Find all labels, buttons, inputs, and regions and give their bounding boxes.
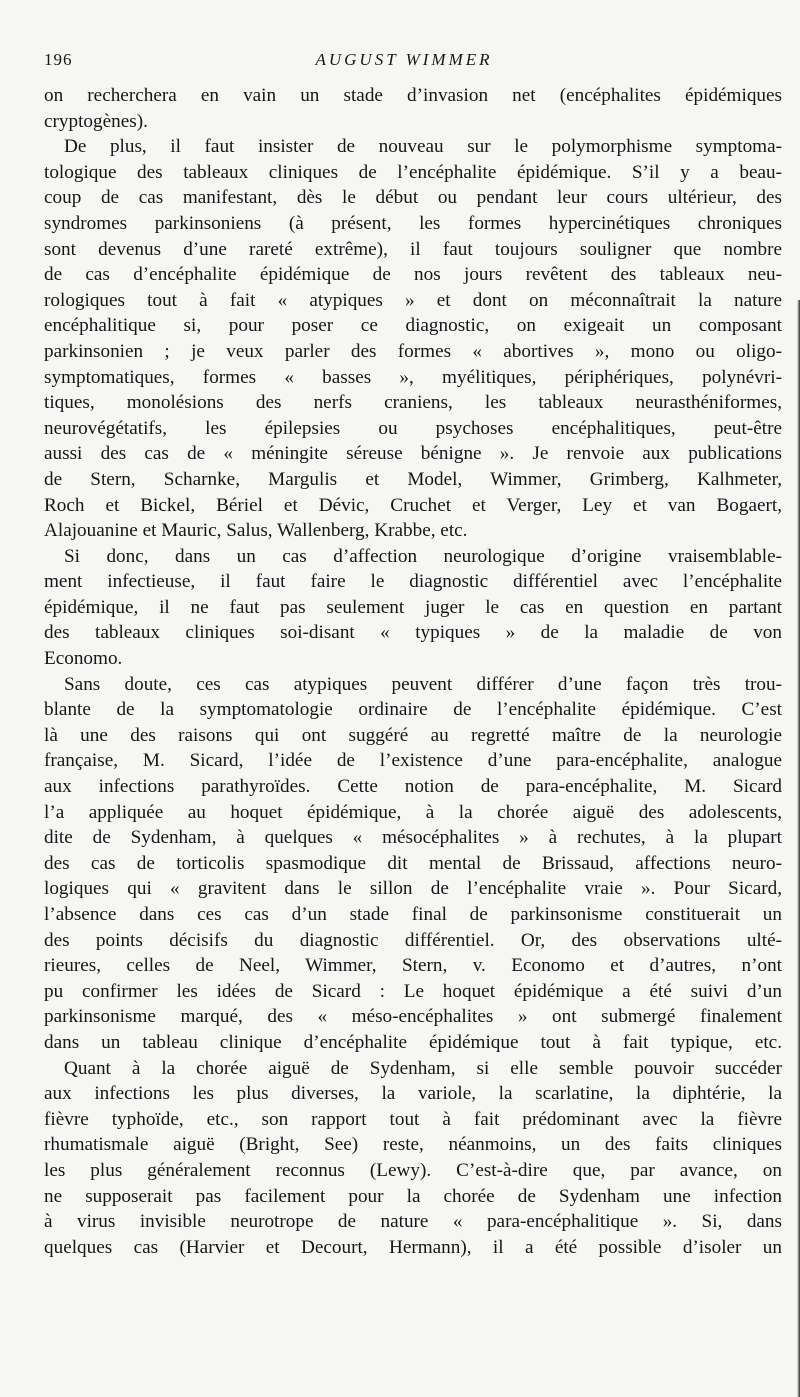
text-line: logiques qui « gravitent dans le sillon de l’encéphalite vraie ». Pour Sicard, bbox=[44, 878, 782, 900]
text-line: tiques, monolésions des nerfs craniens, les tableaux neurasthéniformes, bbox=[44, 392, 782, 414]
text-line: parkinsonien ; je veux parler des formes « abortives », mono ou oligo- bbox=[44, 340, 782, 362]
text-line: on recherchera en vain un stade d’invasion net (encéphalites épidémiques bbox=[44, 85, 782, 106]
text-line: des cas de torticolis spasmodique dit mental de Brissaud, affections neuro- bbox=[44, 852, 782, 874]
text-line: rieures, celles de Neel, Wimmer, Stern, v. Economo et d’autres, n’ont bbox=[44, 955, 782, 977]
text-line: parkinsonisme marqué, des « méso-encéphalites » ont submergé finalement bbox=[44, 1006, 782, 1028]
body-text bbox=[44, 83, 782, 1260]
text-line: rologiques tout à fait « atypiques » et dont on méconnaîtrait la nature bbox=[44, 289, 782, 311]
text-line: pu confirmer les idées de Sicard : Le hoquet épidémique a été suivi d’un bbox=[44, 980, 782, 1002]
text-line: de cas d’encéphalite épidémique de nos jours revêtent des tableaux neu- bbox=[44, 264, 782, 286]
text-line: dite de Sydenham, à quelques « mésocéphalites » à rechutes, à la plupart bbox=[44, 827, 782, 849]
text-line: l’absence dans ces cas d’un stade final de parkinsonisme constituerait un bbox=[44, 904, 782, 925]
text-line: Economo. bbox=[44, 648, 123, 670]
text-line: aussi des cas de « méningite séreuse bénigne ». Je renvoie aux publications bbox=[44, 443, 782, 465]
text-line: syndromes parkinsoniens (à présent, les formes hypercinétiques chroniques bbox=[44, 212, 782, 234]
text-line: encéphalitique si, pour poser ce diagnostic, on exigeait un composant bbox=[44, 315, 782, 337]
text-line: tologique des tableaux cliniques de l’encéphalite épidémique. S’il y a beau- bbox=[44, 161, 782, 183]
text-line: ment infectieuse, il faut faire le diagnostic différentiel avec l’encéphalite bbox=[44, 571, 782, 593]
text-line: rhumatismale aiguë (Bright, See) reste, néanmoins, un des faits cliniques bbox=[44, 1134, 782, 1156]
text-line: neurovégétatifs, les épilepsies ou psychoses encéphalitiques, peut-être bbox=[44, 417, 782, 439]
text-line: quelques cas (Harvier et Decourt, Hermann), il a été possible d’isoler un bbox=[44, 1236, 782, 1258]
text-line: symptomatiques, formes « basses », myélitiques, périphériques, polynévri- bbox=[44, 366, 782, 388]
text-line: à virus invisible neurotrope de nature « para-encéphalitique ». Si, dans bbox=[44, 1211, 782, 1233]
text-line: blante de la symptomatologie ordinaire de l’encéphalite épidémique. C’est bbox=[44, 699, 782, 721]
text-line: des points décisifs du diagnostic différentiel. Or, des observations ulté- bbox=[44, 929, 782, 951]
text-line: Roch et Bickel, Bériel et Dévic, Cruchet et Verger, Ley et van Bogaert, bbox=[44, 494, 782, 516]
text-line: De plus, il faut insister de nouveau sur le polymorphisme symptoma- bbox=[64, 136, 782, 158]
text-line: épidémique, il ne faut pas seulement juger le cas en question en partant bbox=[44, 596, 782, 618]
text-line: aux infections les plus diverses, la variole, la scarlatine, la diphtérie, la bbox=[44, 1083, 782, 1105]
text-line: cryptogènes). bbox=[44, 110, 148, 132]
page-header bbox=[44, 50, 764, 80]
running-title: AUGUST WIMMER bbox=[315, 50, 493, 69]
text-line: fièvre typhoïde, etc., son rapport tout à fait prédominant avec la fièvre bbox=[44, 1108, 782, 1130]
text-line: dans un tableau clinique d’encéphalite épidémique tout à fait typique, etc. bbox=[44, 1031, 782, 1053]
text-line: coup de cas manifestant, dès le début ou pendant leur cours ultérieur, des bbox=[44, 187, 782, 209]
text-line: Alajouanine et Mauric, Salus, Wallenberg, Krabbe, etc. bbox=[44, 520, 468, 542]
text-line: l’a appliquée au hoquet épidémique, à la chorée aiguë des adolescents, bbox=[44, 801, 782, 823]
text-line: là une des raisons qui ont suggéré au regretté maître de la neurologie bbox=[44, 724, 782, 746]
text-line: Sans doute, ces cas atypiques peuvent différer d’une façon très trou- bbox=[64, 673, 782, 695]
text-line: de Stern, Scharnke, Margulis et Model, Wimmer, Grimberg, Kalhmeter, bbox=[44, 468, 782, 490]
text-line: des tableaux cliniques soi-disant « typiques » de la maladie de von bbox=[44, 622, 782, 644]
page-number: 196 bbox=[44, 50, 73, 69]
text-line: aux infections parathyroïdes. Cette notion de para-encéphalite, M. Sicard bbox=[44, 776, 782, 798]
text-line: sont devenus d’une rareté extrême), il faut toujours souligner que nombre bbox=[44, 238, 782, 260]
text-line: Quant à la chorée aiguë de Sydenham, si elle semble pouvoir succéder bbox=[64, 1057, 782, 1079]
text-line: ne supposerait pas facilement pour la chorée de Sydenham une infection bbox=[44, 1185, 782, 1207]
text-line: les plus généralement reconnus (Lewy). C’est-à-dire que, par avance, on bbox=[44, 1159, 782, 1181]
text-line: Si donc, dans un cas d’affection neurologique d’origine vraisemblable- bbox=[64, 545, 782, 567]
text-line: française, M. Sicard, l’idée de l’existence d’une para-encéphalite, analogue bbox=[44, 750, 782, 772]
